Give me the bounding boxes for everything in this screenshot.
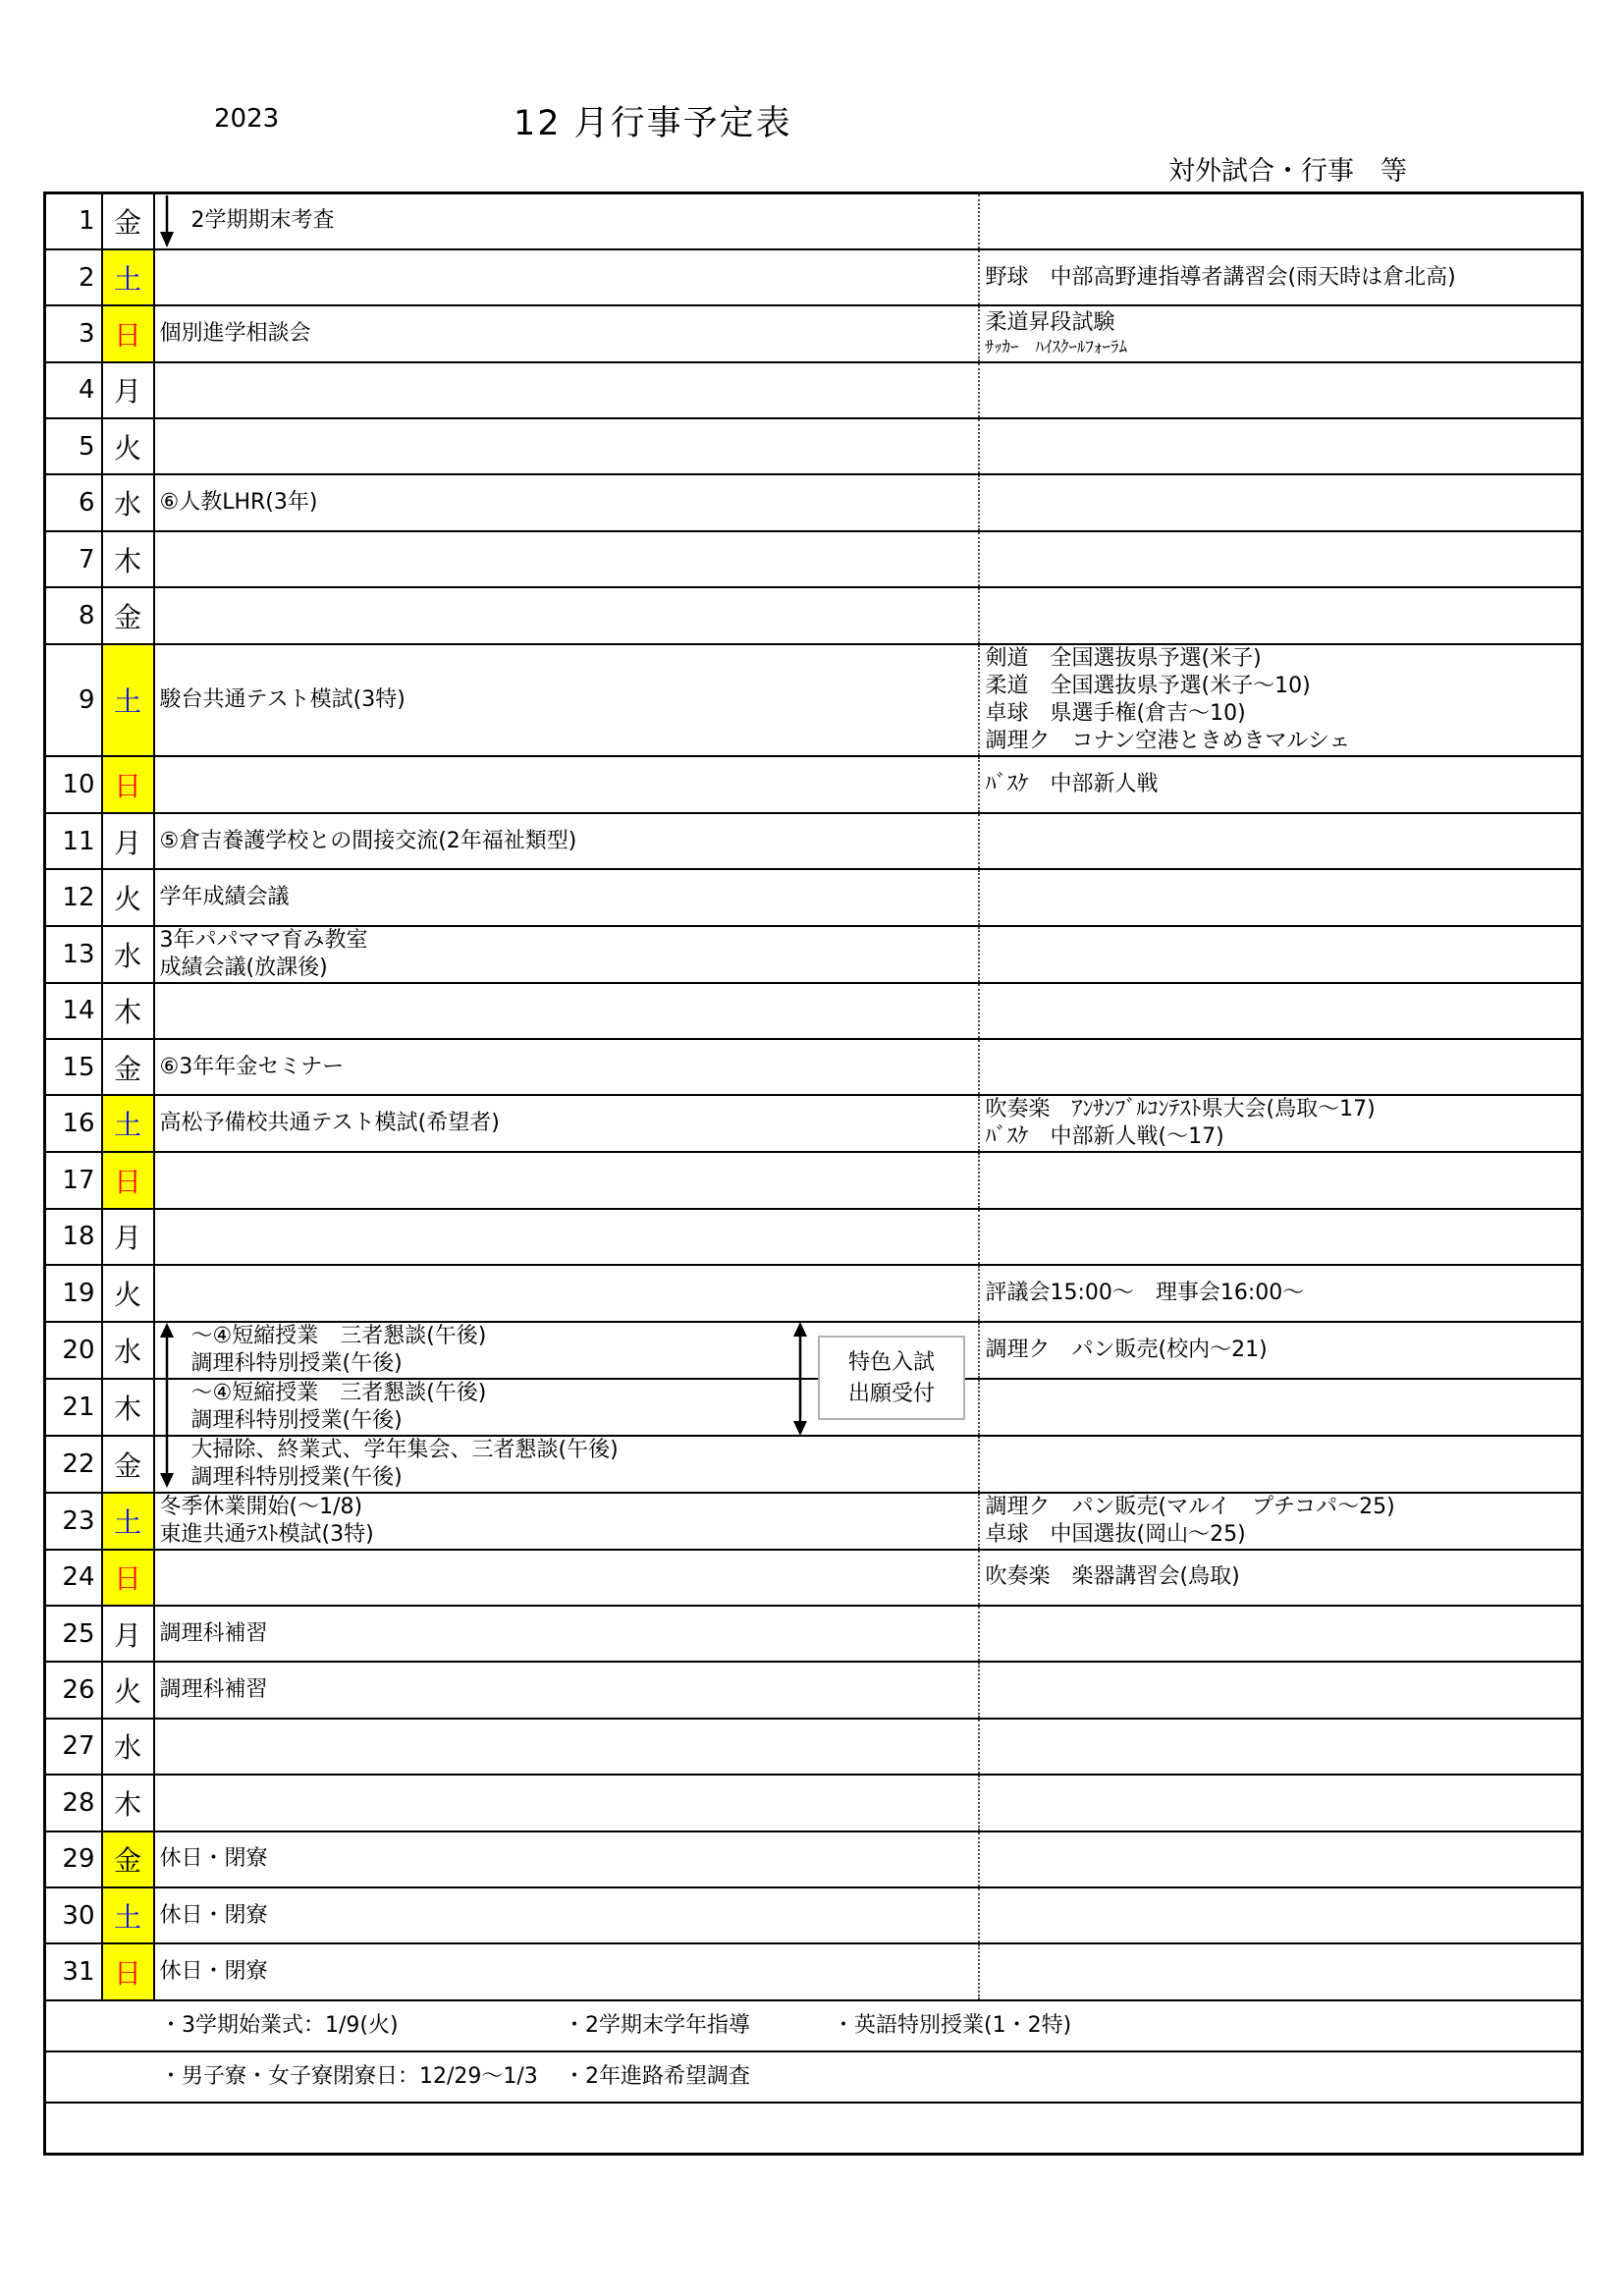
school-events-cell: [154, 1095, 979, 1152]
page-title: 12 月行事予定表: [514, 104, 792, 143]
day-number: 1: [45, 193, 102, 249]
weekday: 土: [102, 1095, 154, 1152]
external-event-line: ｻｯｶｰ ﾊｲｽｸｰﾙﾌｫｰﾗﾑ: [985, 337, 1127, 357]
school-events-cell: [154, 249, 979, 305]
day-row: [45, 1322, 1583, 1379]
note-row: [45, 2051, 1583, 2103]
external-events-cell: [979, 1662, 1583, 1718]
day-number: 27: [45, 1719, 102, 1775]
external-event-line: 吹奏楽 楽器講習会(鳥取): [985, 1564, 1240, 1590]
note-item: ・英語特別授業(1・2特): [833, 2012, 1072, 2038]
external-events-cell: [979, 1379, 1583, 1436]
note-cell: [45, 2051, 1583, 2103]
weekday: 金: [102, 1831, 154, 1887]
weekday: 日: [102, 1550, 154, 1606]
external-events-cell: [979, 1152, 1583, 1208]
external-event-line: 調理ク パン販売(マルイ プチコパ～25): [985, 1494, 1395, 1519]
school-events-cell: [154, 362, 979, 418]
school-events-cell: [154, 193, 979, 249]
external-event-line: 調理ク パン販売(校内～21): [985, 1337, 1268, 1362]
day-row: [45, 1662, 1583, 1718]
school-events-cell: [154, 1436, 979, 1493]
day-number: 18: [45, 1209, 102, 1265]
external-events-cell: [979, 587, 1583, 643]
external-event-line: ﾊﾞｽｹ 中部新人戦(～17): [985, 1124, 1224, 1150]
external-events-cell: [979, 1209, 1583, 1265]
event-line: 駿台共通テスト模試(3特): [159, 687, 406, 713]
weekday: 火: [102, 1662, 154, 1718]
note-cell: [45, 2103, 1583, 2155]
event-line: 休日・閉寮: [159, 1846, 268, 1872]
note-item: ・2学期末学年指導: [564, 2012, 750, 2038]
external-event-line: 調理ク コナン空港ときめきマルシェ: [985, 729, 1351, 754]
weekday: 木: [102, 531, 154, 587]
external-events-cell: [979, 869, 1583, 925]
day-row: [45, 1775, 1583, 1831]
weekday: 木: [102, 1379, 154, 1436]
external-events-cell: [979, 1550, 1583, 1606]
external-events-cell: [979, 644, 1583, 757]
school-events-cell: [154, 1606, 979, 1662]
day-number: 2: [45, 249, 102, 305]
school-events-cell: [154, 983, 979, 1039]
external-events-cell: [979, 1265, 1583, 1321]
weekday: 水: [102, 926, 154, 983]
weekday: 金: [102, 193, 154, 249]
event-line: 休日・閉寮: [159, 1958, 268, 1984]
event-line: 調理科補習: [159, 1620, 268, 1646]
event-line: 調理科補習: [159, 1677, 268, 1703]
day-number: 8: [45, 587, 102, 643]
weekday: 木: [102, 983, 154, 1039]
note-item: ・2年進路希望調査: [564, 2063, 750, 2089]
weekday: 日: [102, 1152, 154, 1208]
external-events-cell: [979, 756, 1583, 812]
external-events-cell: [979, 983, 1583, 1039]
external-events-cell: [979, 249, 1583, 305]
event-line: 休日・閉寮: [159, 1902, 268, 1928]
external-events-cell: [979, 362, 1583, 418]
day-row: [45, 587, 1583, 643]
day-row: [45, 644, 1583, 757]
day-number: 9: [45, 644, 102, 757]
school-events-cell: [154, 1943, 979, 1999]
day-number: 24: [45, 1550, 102, 1606]
school-events-cell: [154, 1039, 979, 1095]
day-number: 15: [45, 1039, 102, 1095]
weekday: 木: [102, 1775, 154, 1831]
day-row: [45, 1039, 1583, 1095]
school-events-cell: [154, 1550, 979, 1606]
external-events-cell: [979, 1606, 1583, 1662]
weekday: 日: [102, 756, 154, 812]
external-event-line: 卓球 中国選抜(岡山～25): [985, 1521, 1246, 1547]
school-events-cell: [154, 926, 979, 983]
day-number: 29: [45, 1831, 102, 1887]
day-row: [45, 1209, 1583, 1265]
day-number: 19: [45, 1265, 102, 1321]
school-events-cell: [154, 1493, 979, 1550]
day-row: [45, 1436, 1583, 1493]
note-container: [46, 2001, 1581, 2050]
external-event-line: 剣道 全国選抜県予選(米子): [985, 646, 1262, 672]
external-events-cell: [979, 1831, 1583, 1887]
event-line: 2学期期末考査: [190, 208, 335, 234]
day-row: [45, 1379, 1583, 1436]
weekday: 水: [102, 1322, 154, 1379]
event-line: ⑤倉吉養護学校との間接交流(2年福祉類型): [159, 828, 577, 853]
day-row: [45, 926, 1583, 983]
day-number: 13: [45, 926, 102, 983]
weekday: 月: [102, 813, 154, 869]
external-events-cell: [979, 1322, 1583, 1379]
day-row: [45, 249, 1583, 305]
school-events-cell: [154, 531, 979, 587]
event-line: ～④短縮授業 三者懇談(午後): [190, 1380, 487, 1405]
external-event-line: 吹奏楽 ｱﾝｻﾝﾌﾞﾙｺﾝﾃｽﾄ県大会(鳥取～17): [985, 1097, 1376, 1122]
day-row: [45, 531, 1583, 587]
day-row: [45, 305, 1583, 361]
day-number: 28: [45, 1775, 102, 1831]
external-event-line: 柔道 全国選抜県予選(米子～10): [985, 674, 1311, 699]
day-number: 20: [45, 1322, 102, 1379]
external-events-cell: [979, 1493, 1583, 1550]
event-line: ⑥3年年金セミナー: [159, 1054, 345, 1079]
school-events-cell: [154, 1265, 979, 1321]
day-row: [45, 869, 1583, 925]
day-row: [45, 362, 1583, 418]
external-events-cell: [979, 1719, 1583, 1775]
external-events-cell: [979, 1039, 1583, 1095]
school-events-cell: [154, 1662, 979, 1718]
day-number: 23: [45, 1493, 102, 1550]
weekday: 水: [102, 1719, 154, 1775]
external-events-cell: [979, 418, 1583, 474]
day-number: 30: [45, 1887, 102, 1943]
weekday: 水: [102, 474, 154, 530]
school-events-cell: [154, 869, 979, 925]
day-row: [45, 1265, 1583, 1321]
school-events-cell: [154, 587, 979, 643]
external-events-cell: [979, 1887, 1583, 1943]
weekday: 金: [102, 1039, 154, 1095]
external-event-line: 評議会15:00～ 理事会16:00～: [985, 1280, 1305, 1305]
day-row: [45, 1943, 1583, 1999]
event-line: 大掃除、終業式、学年集会、三者懇談(午後): [190, 1437, 619, 1462]
weekday: 土: [102, 1493, 154, 1550]
day-rows: [45, 193, 1583, 2000]
entrance-exam-application-box: [818, 1336, 965, 1420]
year-label: 2023: [214, 104, 280, 134]
weekday: 火: [102, 418, 154, 474]
weekday: 火: [102, 1265, 154, 1321]
event-line: 学年成績会議: [159, 884, 290, 909]
school-events-cell: [154, 1152, 979, 1208]
external-events-cell: [979, 813, 1583, 869]
weekday: 月: [102, 1606, 154, 1662]
event-line: ⑥人教LHR(3年): [159, 490, 318, 516]
day-number: 14: [45, 983, 102, 1039]
external-event-line: 卓球 県選手権(倉吉～10): [985, 701, 1246, 727]
day-number: 6: [45, 474, 102, 530]
external-events-cell: [979, 531, 1583, 587]
day-number: 25: [45, 1606, 102, 1662]
school-events-cell: [154, 1209, 979, 1265]
external-events-cell: [979, 1943, 1583, 1999]
external-events-cell: [979, 305, 1583, 361]
external-events-heading: 対外試合・行事 等: [1168, 156, 1407, 187]
external-event-line: 野球 中部高野連指導者講習会(雨天時は倉北高): [985, 264, 1456, 290]
event-line: 調理科特別授業(午後): [190, 1407, 403, 1433]
box-line: 出願受付: [847, 1382, 935, 1406]
weekday: 火: [102, 869, 154, 925]
event-line: 冬季休業開始(～1/8): [159, 1494, 363, 1519]
external-events-cell: [979, 1436, 1583, 1493]
event-line: 成績会議(放課後): [159, 955, 328, 980]
note-row: [45, 2103, 1583, 2155]
external-events-cell: [979, 1775, 1583, 1831]
day-number: 12: [45, 869, 102, 925]
day-number: 31: [45, 1943, 102, 1999]
day-row: [45, 1152, 1583, 1208]
external-events-cell: [979, 193, 1583, 249]
weekday: 日: [102, 1943, 154, 1999]
school-events-cell: [154, 1719, 979, 1775]
day-number: 4: [45, 362, 102, 418]
day-number: 7: [45, 531, 102, 587]
day-row: [45, 813, 1583, 869]
event-line: 調理科特別授業(午後): [190, 1350, 403, 1376]
school-events-cell: [154, 644, 979, 757]
day-row: [45, 193, 1583, 249]
day-row: [45, 418, 1583, 474]
day-number: 10: [45, 756, 102, 812]
school-events-cell: [154, 1831, 979, 1887]
day-number: 17: [45, 1152, 102, 1208]
event-line: ～④短縮授業 三者懇談(午後): [190, 1323, 487, 1348]
weekday: 土: [102, 249, 154, 305]
day-row: [45, 1550, 1583, 1606]
weekday: 日: [102, 305, 154, 361]
day-row: [45, 1719, 1583, 1775]
note-item: ・男子寮・女子寮閉寮日：12/29～1/3: [160, 2063, 538, 2089]
day-row: [45, 1493, 1583, 1550]
day-number: 5: [45, 418, 102, 474]
day-row: [45, 1606, 1583, 1662]
day-number: 16: [45, 1095, 102, 1152]
weekday: 金: [102, 1436, 154, 1493]
day-number: 3: [45, 305, 102, 361]
external-event-line: 柔道昇段試験: [985, 309, 1115, 335]
note-container: [46, 2104, 1581, 2153]
school-events-cell: [154, 474, 979, 530]
event-line: 調理科特別授業(午後): [190, 1464, 403, 1490]
day-number: 26: [45, 1662, 102, 1718]
external-events-cell: [979, 1095, 1583, 1152]
school-events-cell: [154, 305, 979, 361]
note-container: [46, 2052, 1581, 2102]
note-item: ・3学期始業式：1/9(火): [160, 2012, 399, 2038]
weekday: 月: [102, 1209, 154, 1265]
event-line: 3年パパママ育み教室: [159, 927, 368, 953]
day-number: 22: [45, 1436, 102, 1493]
school-events-cell: [154, 813, 979, 869]
school-events-cell: [154, 756, 979, 812]
schedule-table: [43, 191, 1584, 2156]
box-line: 特色入試: [847, 1350, 935, 1375]
school-events-cell: [154, 1887, 979, 1943]
weekday: 金: [102, 587, 154, 643]
event-line: 個別進学相談会: [159, 320, 311, 346]
day-row: [45, 983, 1583, 1039]
day-row: [45, 1887, 1583, 1943]
day-number: 11: [45, 813, 102, 869]
note-cell: [45, 2000, 1583, 2051]
day-row: [45, 474, 1583, 530]
event-line: 東進共通ﾃｽﾄ模試(3特): [159, 1521, 374, 1547]
external-events-cell: [979, 926, 1583, 983]
weekday: 土: [102, 1887, 154, 1943]
school-events-cell: [154, 1775, 979, 1831]
note-row: [45, 2000, 1583, 2051]
day-number: 21: [45, 1379, 102, 1436]
weekday: 月: [102, 362, 154, 418]
day-row: [45, 756, 1583, 812]
event-line: 高松予備校共通テスト模試(希望者): [159, 1111, 500, 1136]
note-rows: [45, 2000, 1583, 2155]
external-event-line: ﾊﾞｽｹ 中部新人戦: [985, 772, 1159, 797]
weekday: 土: [102, 644, 154, 757]
school-events-cell: [154, 418, 979, 474]
external-events-cell: [979, 474, 1583, 530]
day-row: [45, 1095, 1583, 1152]
day-row: [45, 1831, 1583, 1887]
